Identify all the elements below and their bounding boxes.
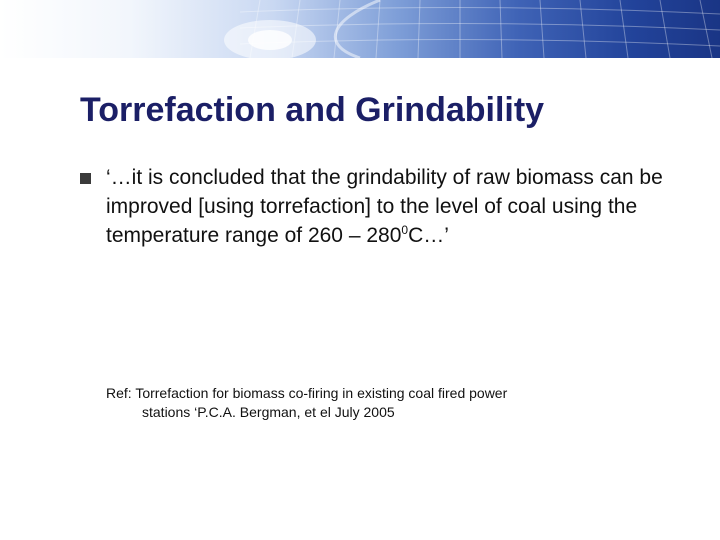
reference-citation bbox=[106, 384, 666, 422]
reference-line-1: Ref: Torrefaction for biomass co-firing in existing coal fired power bbox=[106, 385, 508, 401]
square-bullet-icon bbox=[80, 173, 91, 184]
degree-superscript: 0 bbox=[401, 223, 409, 237]
banner-decoration bbox=[0, 0, 720, 58]
header-banner bbox=[0, 0, 720, 58]
reference-line-2: stations ‘P.C.A. Bergman, et el July 2005 bbox=[142, 404, 395, 420]
quote-ending: C…’ bbox=[408, 224, 449, 247]
quote-text bbox=[106, 163, 666, 250]
quote-body: ‘…it is concluded that the grindability of raw biomass can be improved [using torrefaction] to the level of coal using the temperature range of 260 – 280 bbox=[106, 166, 663, 247]
slide-title: Torrefaction and Grindability bbox=[80, 91, 545, 129]
